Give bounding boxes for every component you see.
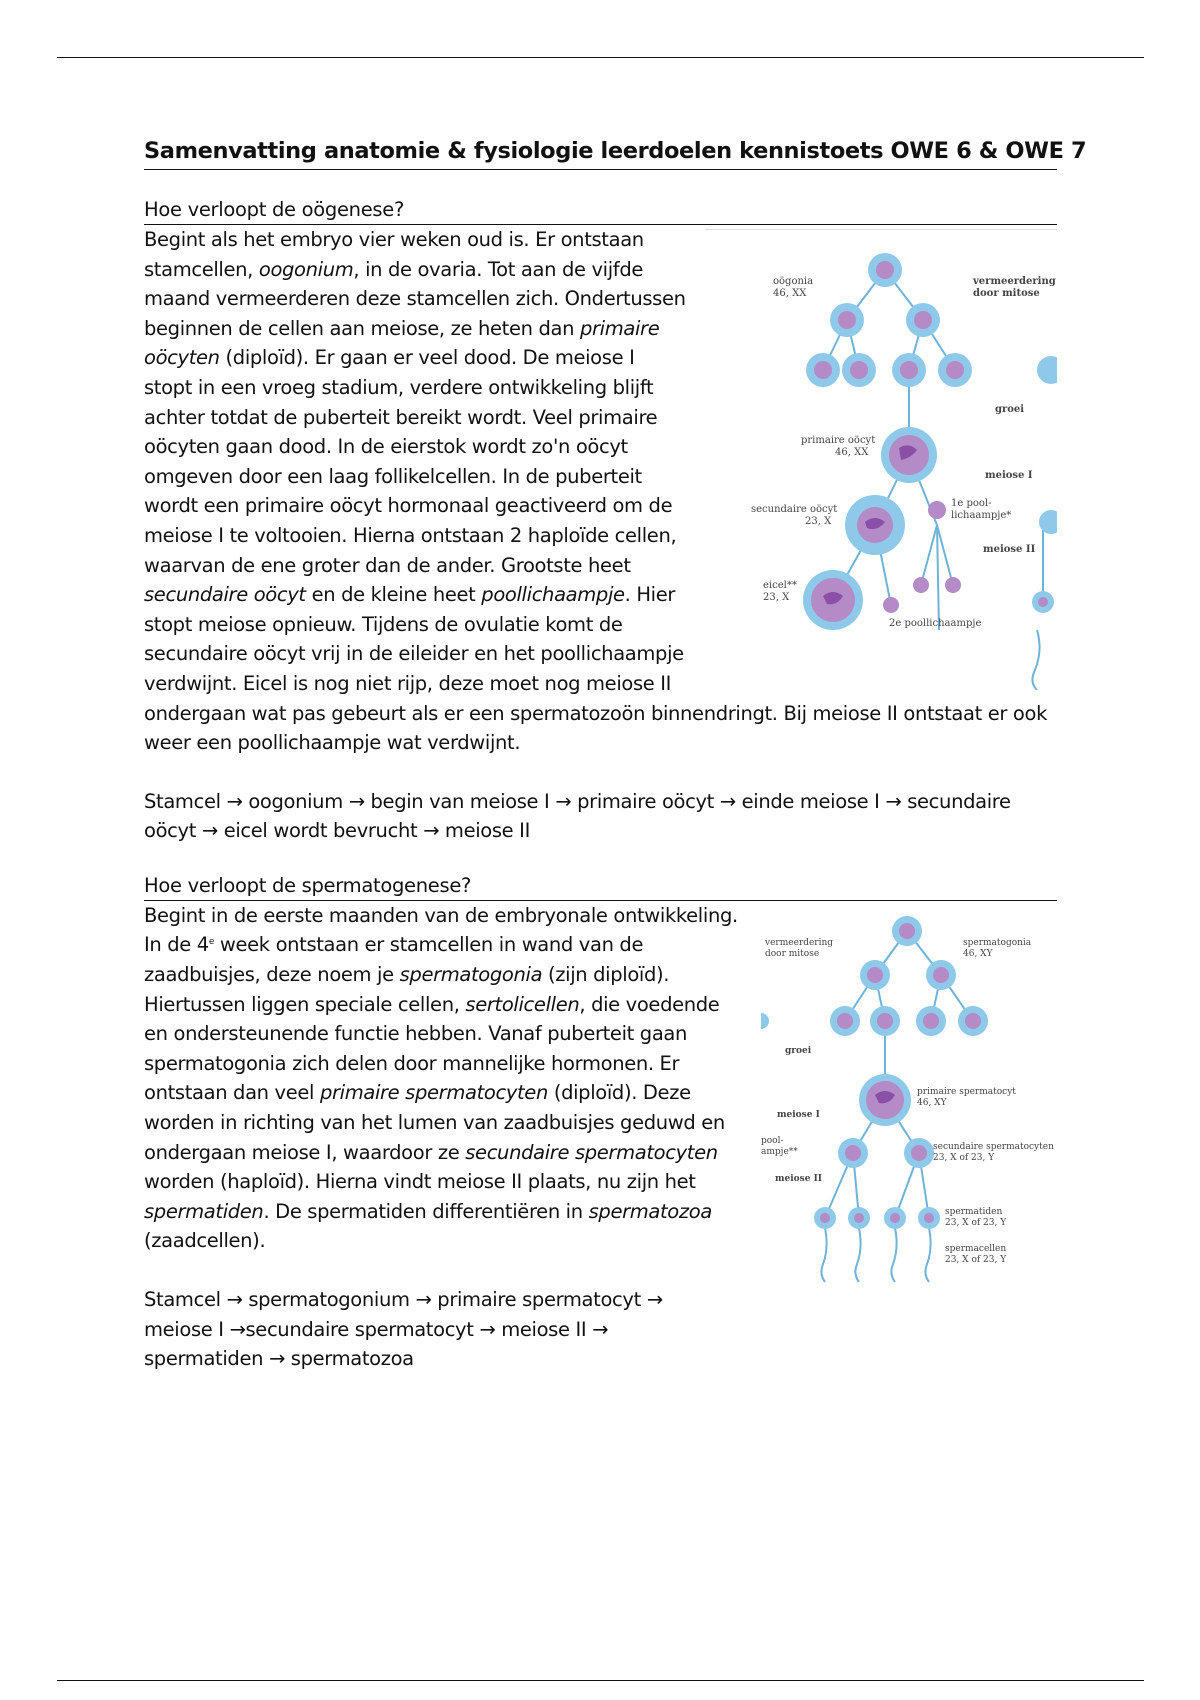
label-pool-a: pool- — [761, 1135, 784, 1146]
text-span: , in de ovaria. Tot aan de vijfde maand vermeerderen deze stamcellen zich. Ondertussen beginnen de cellen aan meiose, ze heten dan — [144, 257, 686, 340]
label-door-mitose: door mitose — [973, 288, 1040, 299]
text-span: (zaadcellen). — [144, 1229, 266, 1253]
label-oogonia: oögonia — [773, 276, 814, 287]
label-vermeerdering: vermeerdering — [765, 937, 834, 948]
term-spermatogonia: spermatogonia — [399, 963, 543, 987]
label-meiose-2: meiose II — [775, 1173, 823, 1184]
label-secundaire-n: 23, X — [805, 516, 832, 527]
label-primaire-oocyt: primaire oöcyt — [801, 435, 876, 446]
label-groei: groei — [785, 1045, 812, 1056]
oogenese-flow: Stamcel → oogonium → begin van meiose I → primaire oöcyt → einde meiose I → secundaire oöcyt → eicel wordt bevrucht → meiose II — [144, 789, 1011, 843]
text-span: . Hier stopt meiose opnieuw. Tijdens de ovulatie komt de secundaire oöcyt vrij in de eileider en het poollichaampje verdwijnt. Eicel is nog niet rijp, deze moet nog meiose II ondergaan wat pas gebeurt als er een spermatozoön binnendringt. Bij meiose II ontstaat er ook weer een poollichaampje wat verdwijnt. — [144, 583, 1048, 755]
term-secundaire-oocyt: secundaire oöcyt — [144, 583, 306, 607]
label-primaire-n: 46, XX — [835, 447, 869, 458]
label-zaadcellen-n: 23, X of 23, Y — [945, 1254, 1007, 1265]
label-spermatogonia: spermatogonia — [963, 937, 1032, 948]
document-title: Samenvatting anatomie & fysiologie leerdoelen kennistoets OWE 6 & OWE 7 — [144, 138, 1057, 170]
label-door-mitose: door mitose — [765, 948, 820, 959]
text-span: Begint als het embryo vier weken oud is. Er ontstaan stamcellen, — [144, 228, 644, 281]
label-eicel: eicel** — [763, 580, 797, 591]
text-span: . De spermatiden differentiëren in — [263, 1199, 589, 1223]
label-spermatiden: spermatiden — [945, 1206, 1003, 1217]
spermatogenese-flow: Stamcel → spermatogonium → primaire spermatocyt → meiose I →secundaire spermatocyt → meiose II → spermatiden → spermatozoa — [144, 1288, 663, 1371]
oogenese-diagram — [705, 230, 1057, 690]
term-sertolicellen: sertolicellen — [465, 992, 580, 1016]
superscript-e: e — [208, 937, 215, 948]
text-span: en de kleine heet — [305, 583, 482, 607]
spermatogenese-diagram — [761, 905, 1057, 1300]
label-pool2: 2e poollichaampje — [889, 618, 982, 629]
label-eicel-n: 23, X — [763, 592, 790, 603]
label-secundaire-n: 23, X of 23, Y — [933, 1152, 995, 1163]
label-primaire-n: 46, XY — [917, 1097, 947, 1108]
label-spermatiden-n: 23, X of 23, Y — [945, 1217, 1007, 1228]
document-page — [144, 138, 1087, 1374]
term-oogonium: oogonium — [258, 257, 354, 281]
label-vermeerdering: vermeerdering — [973, 276, 1056, 287]
term-spermatozoa: spermatozoa — [588, 1199, 712, 1223]
term-poollichaampje: poollichaampje — [481, 583, 625, 607]
label-groei: groei — [995, 404, 1025, 415]
term-primaire-spermatocyten: primaire spermatocyten — [319, 1081, 548, 1105]
label-pool1-a: 1e pool- — [951, 498, 992, 509]
label-zaadcellen: spermacellen — [945, 1243, 1007, 1254]
label-meiose-1: meiose I — [985, 470, 1033, 481]
label-spermatogonia-n: 46, XY — [963, 948, 993, 959]
label-meiose-1: meiose I — [777, 1109, 820, 1120]
text-span: (diploïd). Deze worden in richting van het lumen van zaadbuisjes geduwd en ondergaan meiose I, waardoor ze — [144, 1081, 725, 1164]
text-span: Begint in de eerste maanden van de embryonale ontwikkeling. In de 4 — [144, 903, 738, 957]
section-heading-oogenese: Hoe verloopt de oögenese? — [144, 196, 1057, 225]
label-primaire-spermatocyt: primaire spermatocyt — [917, 1086, 1016, 1097]
header-rule — [57, 57, 1144, 58]
label-secundaire-spermatocyten: secundaire spermatocyten — [933, 1141, 1054, 1152]
text-span: (zijn diploïd). Hiertussen liggen speciale cellen, — [144, 963, 670, 1016]
label-meiose-2: meiose II — [983, 544, 1036, 555]
text-span: , die voedende en ondersteunende functie hebben. Vanaf puberteit gaan spermatogonia zich delen door mannelijke hormonen. Er ontstaan dan veel — [144, 992, 720, 1105]
text-span: (diploïd). Er gaan er veel dood. De meiose I stopt in een vroeg stadium, verdere ontwikkeling blijft achter totdat de puberteit bereikt wordt. Veel primaire oöcyten gaan dood. In de eierstok wordt zo'n oöcyt omgeven door een laag follikelcellen. In de puberteit wordt een primaire oöcyt hormonaal geactiveerd om de meiose I te voltooien. Hierna ontstaan 2 haploïde cellen, waarvan de ene groter dan de ander. Grootste heet — [144, 346, 677, 577]
label-pool1-b: lichaampje* — [951, 510, 1012, 521]
footer-rule — [57, 1680, 1144, 1681]
oogenese-figure — [705, 229, 1057, 690]
section-heading-spermatogenese: Hoe verloopt de spermatogenese? — [144, 872, 1057, 901]
text-span: worden (haploïd). Hierna vindt meiose II plaats, nu zijn het — [144, 1170, 696, 1194]
label-pool-b: ampje** — [761, 1146, 798, 1157]
label-secundaire-oocyt: secundaire oöcyt — [751, 504, 838, 515]
term-spermatiden: spermatiden — [144, 1199, 264, 1223]
label-oogonia-n: 46, XX — [773, 288, 807, 299]
term-primaire-oocyten: primaire oöcyten — [144, 316, 660, 370]
spermatogenese-figure — [761, 905, 1057, 1300]
text-span: week ontstaan er stamcellen in wand van de zaadbuisjes, deze noem je — [144, 933, 644, 987]
term-secundaire-spermatocyten: secundaire spermatocyten — [465, 1140, 718, 1164]
